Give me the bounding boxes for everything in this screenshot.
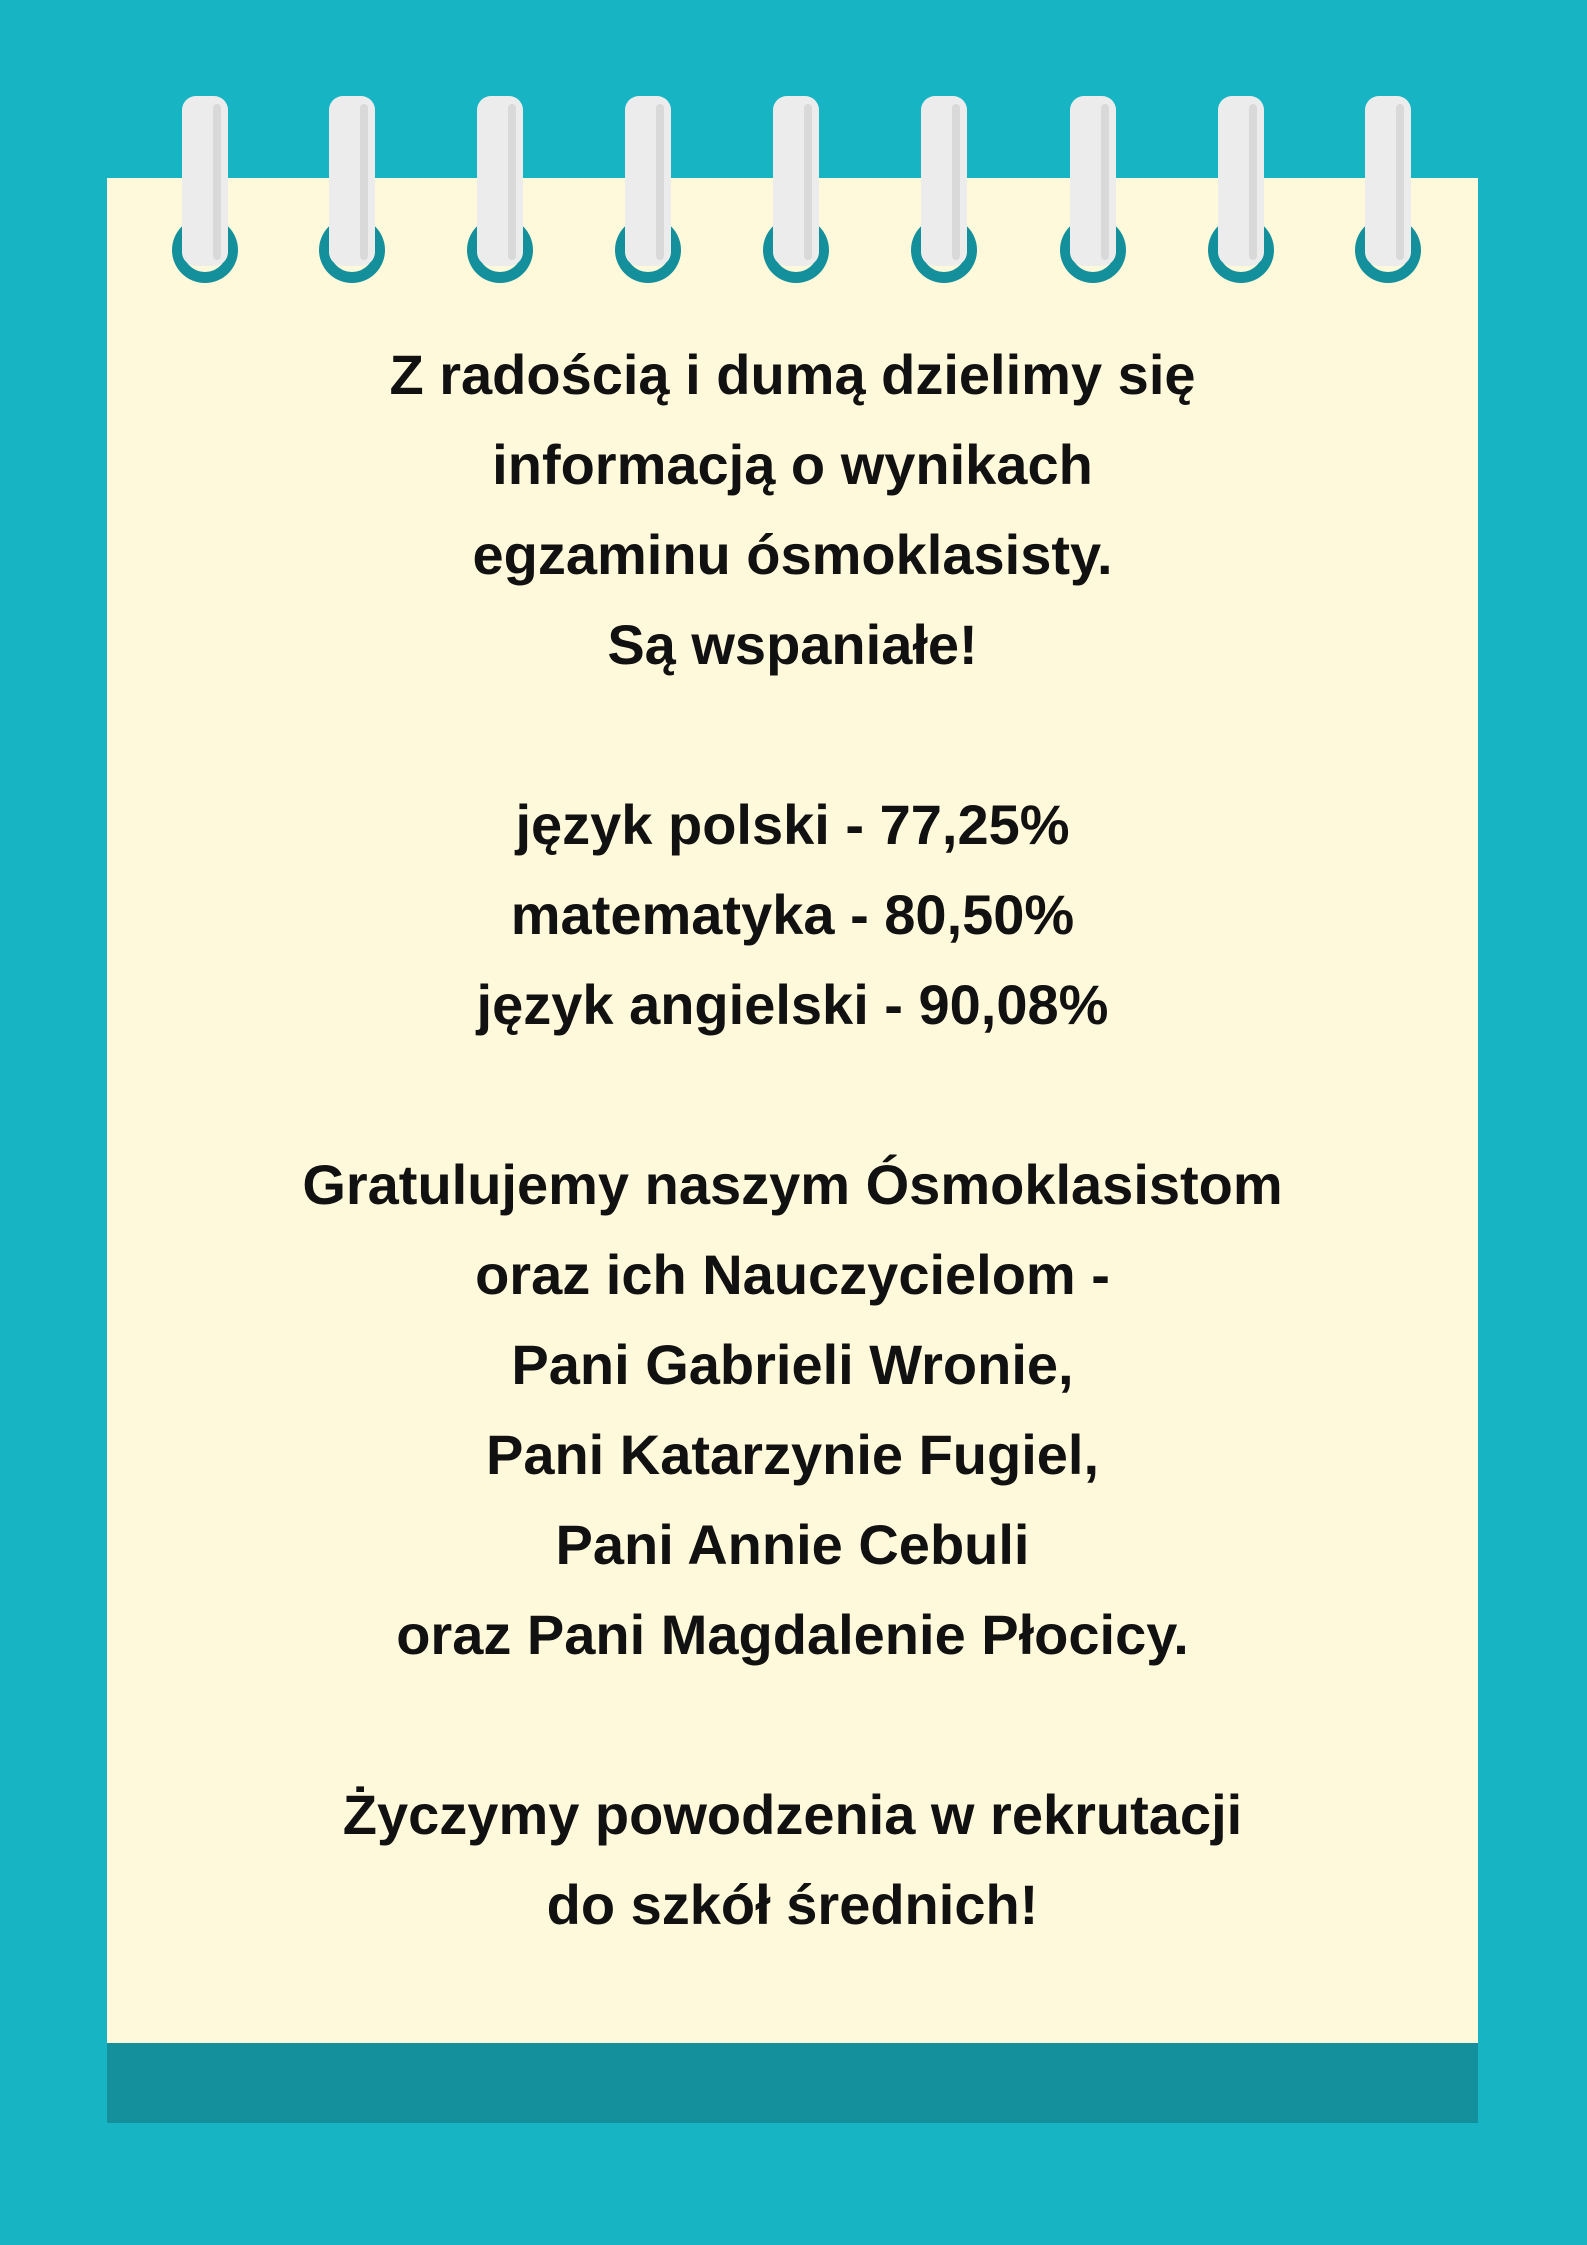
teacher-4: oraz Pani Magdalenie Płocicy. xyxy=(396,1603,1189,1666)
intro-line-1: Z radością i dumą dzielimy się xyxy=(389,343,1196,406)
result-polish: język polski - 77,25% xyxy=(515,793,1070,856)
intro-line-4: Są wspaniałe! xyxy=(607,613,978,676)
intro-line-3: egzaminu ósmoklasisty. xyxy=(472,523,1113,586)
spiral-binding-ring-icon xyxy=(169,0,241,290)
result-english: język angielski - 90,08% xyxy=(476,973,1109,1036)
spacer xyxy=(107,1050,1478,1140)
teacher-1: Pani Gabrieli Wronie, xyxy=(511,1333,1074,1396)
spiral-binding-ring-icon xyxy=(908,0,980,290)
teacher-3: Pani Annie Cebuli xyxy=(555,1513,1030,1576)
spiral-binding-ring-icon xyxy=(316,0,388,290)
result-math: matematyka - 80,50% xyxy=(510,883,1075,946)
intro-line-2: informacją o wynikach xyxy=(492,433,1093,496)
spiral-binding-ring-icon xyxy=(612,0,684,290)
spiral-binding-ring-icon xyxy=(464,0,536,290)
spacer xyxy=(107,1680,1478,1770)
teacher-2: Pani Katarzynie Fugiel, xyxy=(485,1423,1100,1486)
wishes-line-1: Życzymy powodzenia w rekrutacji xyxy=(342,1783,1243,1846)
notepad-bottom-band xyxy=(107,2043,1478,2123)
spiral-binding-ring-icon xyxy=(760,0,832,290)
announcement-text xyxy=(107,330,1478,1950)
spacer xyxy=(107,690,1478,780)
spiral-binding-ring-icon xyxy=(1352,0,1424,290)
congrats-line-2: oraz ich Nauczycielom - xyxy=(475,1243,1110,1306)
congrats-line-1: Gratulujemy naszym Ósmoklasistom xyxy=(302,1153,1283,1216)
wishes-line-2: do szkół średnich! xyxy=(546,1873,1039,1936)
spiral-binding-ring-icon xyxy=(1057,0,1129,290)
spiral-binding-ring-icon xyxy=(1205,0,1277,290)
